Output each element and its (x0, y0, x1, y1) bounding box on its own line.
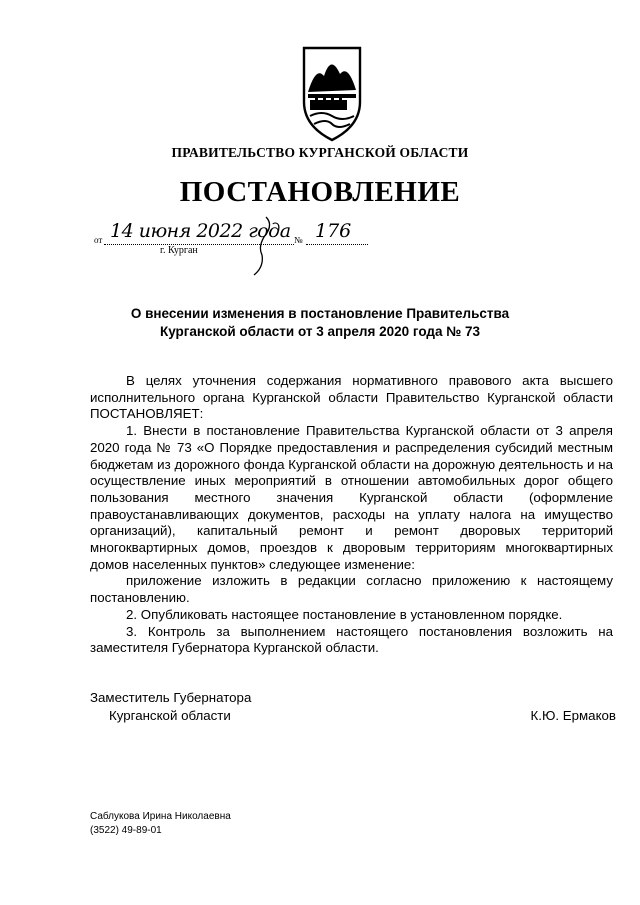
subject-line-2: Курганской области от 3 апреля 2020 года № 73 (159, 324, 481, 339)
document-body (90, 373, 613, 657)
signatory-position (90, 689, 251, 725)
city-label: г. Курган (160, 245, 198, 256)
body-item-1-sub: приложение изложить в редакции согласно приложению к настоящему постановлению. (90, 573, 613, 606)
body-item-3: 3. Контроль за выполнением настоящего постановления возложить на заместителя Губернатора Курганской области. (90, 623, 613, 656)
number-dotted-line (306, 244, 368, 245)
government-name: ПРАВИТЕЛЬСТВО КУРГАНСКОЙ ОБЛАСТИ (171, 145, 469, 160)
executor-info (90, 810, 231, 838)
signatory-name: К.Ю. Ермаков (530, 708, 616, 723)
coat-of-arms-icon (300, 44, 364, 144)
handwritten-date: 14 июня 2022 года (110, 220, 291, 242)
number-prefix: № (294, 235, 303, 245)
body-item-1: 1. Внести в постановление Правительства Курганской области от 3 апреля 2020 года № 73 «О Порядке предоставления и распределения субсидий местным бюджетам из дорожного фонда Курганской области на дорожную деятельность и на осуществление иных мероприятий в отношении автомобильных дорог общего пользования местного значения Курганской области (оформление правоустанавливающих документов, расходы на уплату налога на имущество организаций), капитальный ремонт и ремонт дворовых территорий многоквартирных домов, проездов к дворовым территориям многоквартирных домов населенных пунктов» следующее изменение: (90, 423, 613, 572)
date-number-line (94, 218, 374, 252)
executor-name: Саблукова Ирина Николаевна (90, 811, 231, 822)
handwritten-stroke (244, 215, 276, 277)
document-subject (0, 305, 640, 341)
date-prefix: от (94, 235, 103, 245)
document-type: ПОСТАНОВЛЕНИЕ (179, 176, 461, 208)
position-line-1: Заместитель Губернатора (90, 690, 252, 705)
handwritten-number: 176 (315, 220, 352, 242)
subject-line-1: О внесении изменения в постановление Правительства (130, 306, 510, 321)
position-line-2: Курганской области (109, 708, 231, 723)
body-item-2: 2. Опубликовать настоящее постановление в установленном порядке. (126, 606, 563, 622)
executor-phone: (3522) 49-89-01 (90, 825, 162, 836)
body-intro: В целях уточнения содержания нормативного правового акта высшего исполнительного органа Курганской области Правительство Курганской области ПОСТАНОВЛЯЕТ: (90, 373, 613, 422)
